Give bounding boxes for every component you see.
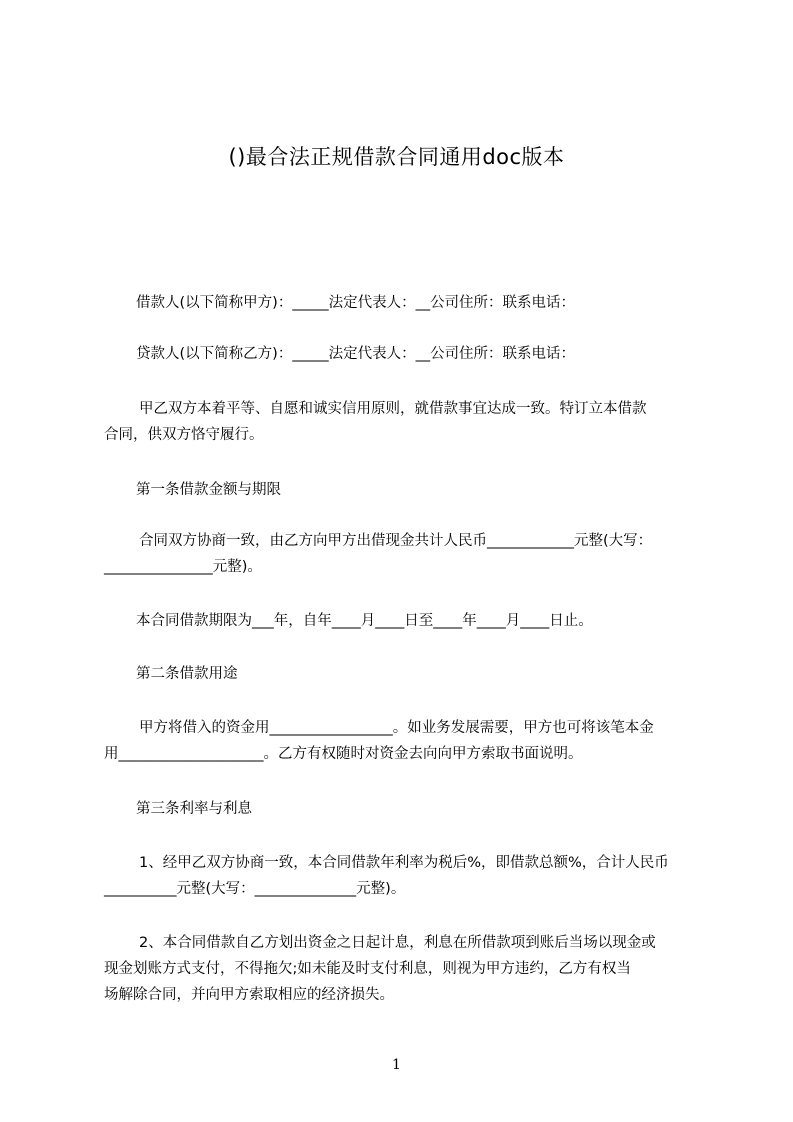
article3-item1-line-1: 1、经甲乙双方协商一致，本合同借款年利率为税后%，即借款总额%，合计人民币: [139, 855, 669, 871]
borrower-line: 借款人(以下简称甲方)：_____法定代表人：__公司住所：联系电话：: [136, 295, 576, 311]
article1-amount-line-1: 合同双方协商一致，由乙方向甲方出借现金共计人民币____________元整(大写：: [139, 533, 653, 549]
lender-line: 贷款人(以下简称乙方)：_____法定代表人：__公司住所：联系电话：: [136, 346, 576, 362]
article3-item2-line-2: 现金划账方式支付，不得拖欠;如未能及时支付利息，则视为甲方违约，乙方有权当: [104, 961, 631, 977]
article3-item2-line-1: 2、本合同借款自乙方划出资金之日起计息，利息在所借款项到账后当场以现金或: [139, 935, 656, 951]
article1-heading: 第一条借款金额与期限: [136, 482, 281, 498]
page-number: 1: [392, 1057, 401, 1073]
article2-use-line-2: 用____________________。乙方有权随时对资金去向向甲方索取书面说明。: [104, 746, 583, 762]
article3-heading: 第三条利率与利息: [136, 801, 252, 817]
article3-item2-line-3: 场解除合同，并向甲方索取相应的经济损失。: [104, 987, 394, 1003]
article3-item1-line-2: __________元整(大写：______________元整)。: [104, 881, 406, 897]
preamble-line-1: 甲乙双方本着平等、自愿和诚实信用原则，就借款事宜达成一致。特订立本借款: [139, 401, 647, 417]
preamble-line-2: 合同，供双方恪守履行。: [104, 427, 264, 443]
article2-use-line-1: 甲方将借入的资金用_________________。如业务发展需要，甲方也可将该笔本金: [139, 720, 654, 736]
article1-term-line: 本合同借款期限为___年，自年____月____日至____年____月____日止。: [136, 613, 593, 629]
document-title: ()最合法正规借款合同通用doc版本: [228, 145, 565, 169]
article1-amount-line-2: _______________元整)。: [104, 559, 262, 575]
article2-heading: 第二条借款用途: [136, 666, 238, 682]
